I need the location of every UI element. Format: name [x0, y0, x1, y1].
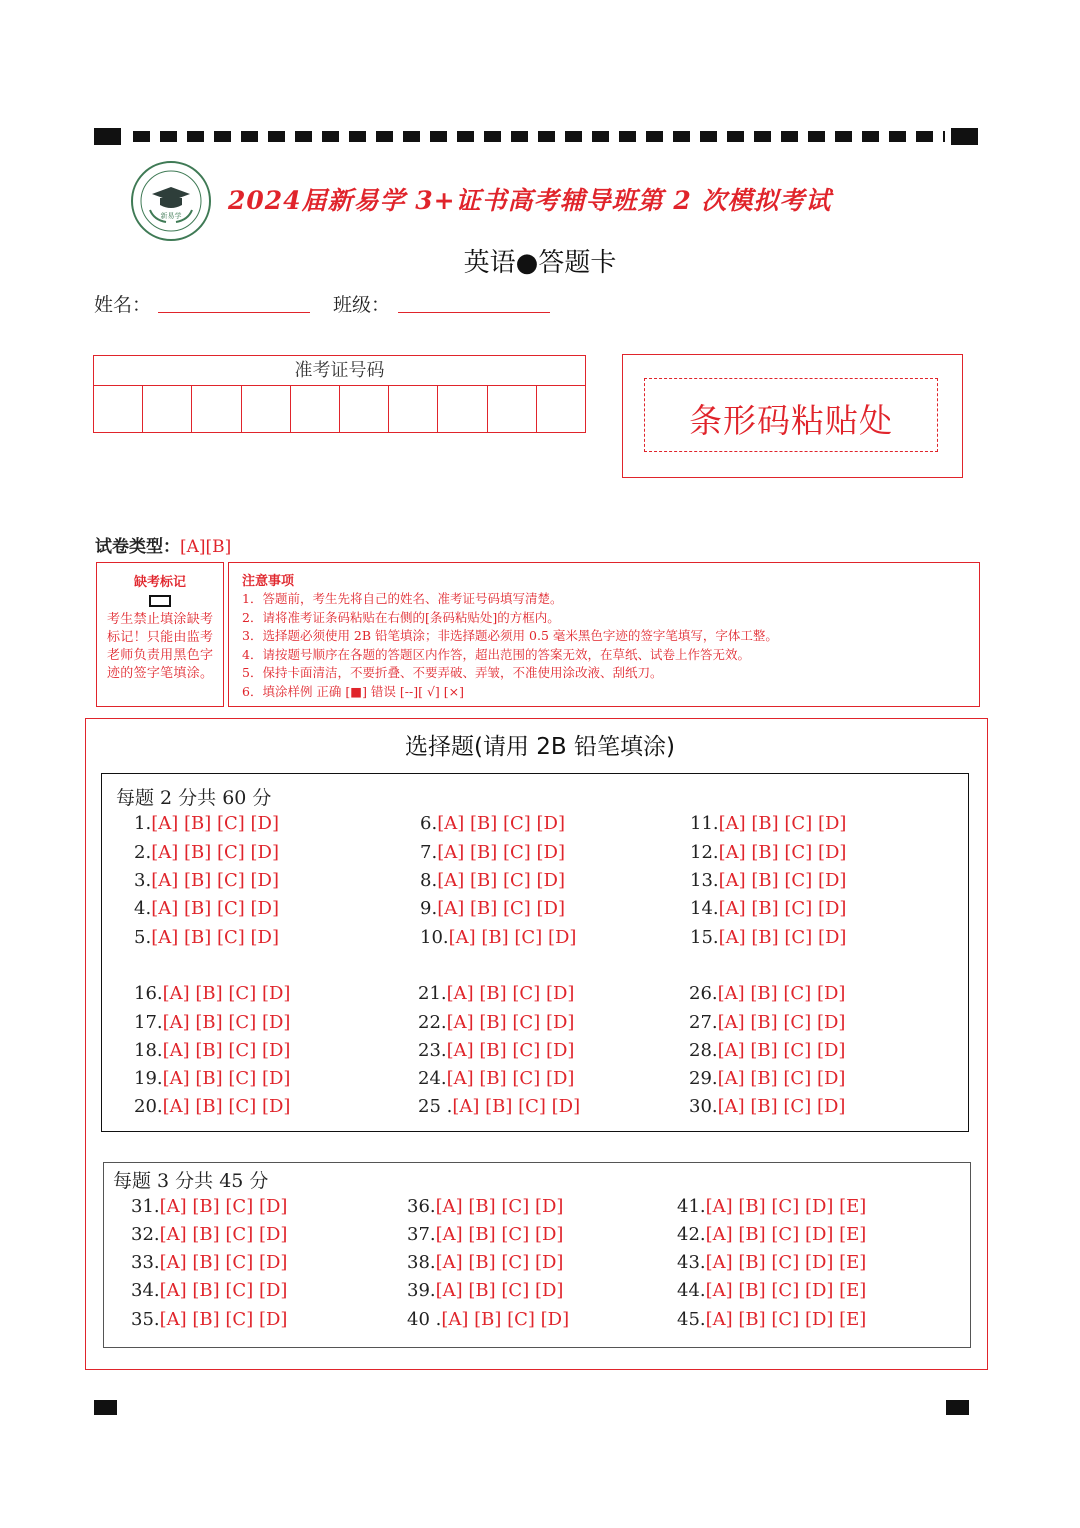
question-number: 32. [131, 1224, 160, 1245]
notice-line: 6．填涂样例 正确 [■] 错误 [--][ √] [×] [242, 683, 465, 699]
exam-id-box [93, 355, 586, 433]
exam-id-cell[interactable] [438, 386, 487, 433]
answer-options[interactable]: [A] [B] [C] [D] [E] [705, 1280, 867, 1301]
class-input-line[interactable] [398, 312, 550, 313]
question-row [689, 1012, 845, 1033]
question-row [407, 1196, 563, 1217]
answer-options[interactable]: [A] [B] [C] [D] [E] [705, 1224, 867, 1245]
answer-options[interactable]: [A] [B] [C] [D] [717, 1040, 846, 1061]
answer-options[interactable]: [A] [B] [C] [D] [441, 1309, 570, 1330]
question-row [131, 1309, 287, 1330]
question-row [689, 1096, 845, 1117]
timing-mark-bottom-left [94, 1400, 117, 1415]
answer-options[interactable]: [A] [B] [C] [D] [437, 813, 565, 834]
question-number: 24. [418, 1068, 447, 1089]
paper-type-options[interactable]: [A][B] [180, 537, 232, 557]
question-row [407, 1224, 563, 1245]
timing-mark-top-left [94, 128, 121, 145]
answer-options[interactable]: [A] [B] [C] [D] [162, 1012, 291, 1033]
question-row [418, 1040, 574, 1061]
exam-title: 2024届新易学 3+证书高考辅导班第 2 次模拟考试 [228, 186, 832, 215]
answer-options[interactable]: [A] [B] [C] [D] [151, 870, 279, 891]
question-row [677, 1309, 866, 1330]
notice-line: 2．请将准考证条码粘贴在右侧的[条码粘贴处]的方框内。 [242, 609, 560, 625]
answer-options[interactable]: [A] [B] [C] [D] [151, 898, 279, 919]
question-row [134, 983, 290, 1004]
question-number: 38. [407, 1252, 436, 1273]
question-number: 9. [420, 898, 438, 919]
question-number: 33. [131, 1252, 160, 1273]
question-number: 30. [689, 1096, 718, 1117]
question-row [134, 1068, 290, 1089]
question-number: 41. [677, 1196, 706, 1217]
question-number: 35. [131, 1309, 160, 1330]
question-number: 5. [134, 927, 152, 948]
question-row [420, 898, 565, 919]
answer-options[interactable]: [A] [B] [C] [D] [151, 813, 279, 834]
question-number: 2. [134, 842, 152, 863]
question-row [690, 898, 846, 919]
answer-options[interactable]: [A] [B] [C] [D] [718, 898, 847, 919]
notice-line: 1．答题前，考生先将自己的姓名、准考证号码填写清楚。 [242, 591, 563, 606]
question-number: 42. [677, 1224, 706, 1245]
answer-options[interactable]: [A] [B] [C] [D] [151, 927, 279, 948]
notice-box [228, 562, 980, 707]
answer-options[interactable]: [A] [B] [C] [D] [435, 1280, 564, 1301]
question-row [420, 813, 565, 834]
answer-options[interactable]: [A] [B] [C] [D] [718, 870, 847, 891]
answer-options[interactable]: [A] [B] [C] [D] [718, 927, 847, 948]
exam-id-cell[interactable] [389, 386, 438, 433]
paper-type-label: 试卷类型： [95, 537, 180, 557]
question-number: 14. [690, 898, 719, 919]
question-row [689, 1040, 845, 1061]
question-number: 10. [420, 927, 449, 948]
question-number: 1. [134, 813, 152, 834]
question-number: 45. [677, 1309, 706, 1330]
question-number: 29. [689, 1068, 718, 1089]
section-2-label: 每题 3 分共 45 分 [113, 1170, 269, 1192]
question-number: 27. [689, 1012, 718, 1033]
question-number: 26. [689, 983, 718, 1004]
question-row [420, 842, 565, 863]
question-row [134, 813, 279, 834]
notice-title: 注意事项 [242, 574, 295, 589]
notice-line: 5．保持卡面清洁，不要折叠、不要弄破、弄皱，不准使用涂改液、刮纸刀。 [242, 665, 663, 680]
question-number: 31. [131, 1196, 160, 1217]
timing-dash-strip [133, 131, 945, 142]
question-row [407, 1309, 569, 1330]
answer-options[interactable]: [A] [B] [C] [D] [435, 1252, 564, 1273]
answer-options[interactable]: [A] [B] [C] [D] [437, 842, 565, 863]
question-row [677, 1196, 866, 1217]
timing-mark-top-right [951, 128, 978, 145]
question-number: 20. [134, 1096, 163, 1117]
question-row [689, 1068, 845, 1089]
question-row [690, 842, 846, 863]
absent-mark-box [96, 562, 224, 707]
question-number: 3. [134, 870, 152, 891]
answer-options[interactable]: [A] [B] [C] [D] [452, 1096, 581, 1117]
question-row [131, 1196, 287, 1217]
answer-options[interactable]: [A] [B] [C] [D] [151, 842, 279, 863]
question-row [420, 870, 565, 891]
exam-id-cell[interactable] [242, 386, 291, 433]
exam-id-label: 准考证号码 [94, 356, 585, 386]
question-number: 28. [689, 1040, 718, 1061]
answer-options[interactable]: [A] [B] [C] [D] [446, 1040, 575, 1061]
question-row [418, 983, 574, 1004]
question-number: 39. [407, 1280, 436, 1301]
answer-options[interactable]: [A] [B] [C] [D] [446, 1012, 575, 1033]
question-number: 21. [418, 983, 447, 1004]
class-label: 班级： [333, 294, 391, 316]
question-row [134, 842, 279, 863]
question-number: 8. [420, 870, 438, 891]
question-row [677, 1224, 866, 1245]
question-number: 11. [690, 813, 719, 834]
answer-options[interactable]: [A] [B] [C] [D] [159, 1196, 288, 1217]
logo-text: 新易学 [160, 212, 182, 220]
question-number: 18. [134, 1040, 163, 1061]
question-row [677, 1280, 866, 1301]
answer-options[interactable]: [A] [B] [C] [D] [446, 983, 575, 1004]
question-number: 44. [677, 1280, 706, 1301]
answer-options[interactable]: [A] [B] [C] [D] [437, 870, 565, 891]
answer-options[interactable]: [A] [B] [C] [D] [718, 813, 847, 834]
barcode-area [622, 354, 963, 478]
absent-mark-text: 考生禁止填涂缺考标记！只能由监考老师负责用黑色字迹的签字笔填涂。 [107, 612, 213, 681]
question-number: 19. [134, 1068, 163, 1089]
answer-options[interactable]: [A] [B] [C] [D] [718, 842, 847, 863]
multiple-choice-title: 选择题(请用 2B 铅笔填涂) [405, 734, 675, 760]
question-row [134, 870, 279, 891]
answer-options[interactable]: [A] [B] [C] [D] [717, 1096, 846, 1117]
answer-options[interactable]: [A] [B] [C] [D] [435, 1224, 564, 1245]
question-row [677, 1252, 866, 1273]
answer-options[interactable]: [A] [B] [C] [D] [162, 1040, 291, 1061]
question-row [131, 1252, 287, 1273]
question-row [407, 1252, 563, 1273]
question-row [418, 1012, 574, 1033]
exam-id-cell[interactable] [192, 386, 241, 433]
question-row [689, 983, 845, 1004]
question-row [690, 813, 846, 834]
question-number: 43. [677, 1252, 706, 1273]
answer-options[interactable]: [A] [B] [C] [D] [159, 1252, 288, 1273]
notice-line: 3．选择题必须使用 2B 铅笔填涂；非选择题必须用 0.5 毫米黑色字迹的签字笔填写，字体工整。 [242, 628, 778, 643]
barcode-dashed-frame [644, 378, 938, 452]
question-row [690, 927, 846, 948]
exam-id-cell[interactable] [94, 386, 143, 433]
question-row [134, 1096, 290, 1117]
question-number: 25 . [418, 1096, 453, 1117]
absent-mark-title: 缺考标记 [133, 575, 186, 590]
absent-mark-checkbox[interactable] [149, 595, 171, 607]
question-number: 23. [418, 1040, 447, 1061]
question-number: 4. [134, 898, 152, 919]
timing-mark-bottom-right [946, 1400, 969, 1415]
question-number: 22. [418, 1012, 447, 1033]
exam-id-cell[interactable] [143, 386, 192, 433]
answer-options[interactable]: [A] [B] [C] [D] [162, 983, 291, 1004]
answer-options[interactable]: [A] [B] [C] [D] [162, 1096, 291, 1117]
question-number: 7. [420, 842, 438, 863]
paper-type [95, 532, 231, 557]
question-row [131, 1224, 287, 1245]
question-row [134, 927, 279, 948]
question-number: 37. [407, 1224, 436, 1245]
answer-options[interactable]: [A] [B] [C] [D] [E] [705, 1252, 867, 1273]
question-row [420, 927, 576, 948]
question-row [690, 870, 846, 891]
answer-options[interactable]: [A] [B] [C] [D] [717, 983, 846, 1004]
question-row [407, 1280, 563, 1301]
question-number: 17. [134, 1012, 163, 1033]
answer-options[interactable]: [A] [B] [C] [D] [435, 1196, 564, 1217]
answer-options[interactable]: [A] [B] [C] [D] [446, 1068, 575, 1089]
section-1-label: 每题 2 分共 60 分 [116, 787, 272, 809]
exam-id-cell[interactable] [291, 386, 340, 433]
question-row [131, 1280, 287, 1301]
answer-options[interactable]: [A] [B] [C] [D] [159, 1224, 288, 1245]
card-subtitle: 英语●答题卡 [463, 248, 617, 278]
answer-options[interactable]: [A] [B] [C] [D] [159, 1280, 288, 1301]
question-row [134, 898, 279, 919]
answer-options[interactable]: [A] [B] [C] [D] [E] [705, 1309, 867, 1330]
name-label: 姓名： [94, 294, 152, 316]
answer-options[interactable]: [A] [B] [C] [D] [717, 1012, 846, 1033]
answer-options[interactable]: [A] [B] [C] [D] [162, 1068, 291, 1089]
answer-options[interactable]: [A] [B] [C] [D] [717, 1068, 846, 1089]
question-number: 34. [131, 1280, 160, 1301]
question-number: 36. [407, 1196, 436, 1217]
question-row [134, 1012, 290, 1033]
exam-id-cell[interactable] [488, 386, 537, 433]
school-logo-icon [130, 160, 212, 242]
question-number: 16. [134, 983, 163, 1004]
barcode-label: 条形码粘贴处 [689, 401, 893, 440]
question-number: 15. [690, 927, 719, 948]
question-row [418, 1068, 574, 1089]
exam-id-cells[interactable] [94, 386, 585, 433]
question-number: 12. [690, 842, 719, 863]
notice-line: 4．请按题号顺序在各题的答题区内作答，超出范围的答案无效，在草纸、试卷上作答无效。 [242, 646, 750, 662]
question-number: 6. [420, 813, 438, 834]
answer-options[interactable]: [A] [B] [C] [D] [159, 1309, 288, 1330]
question-number: 40 . [407, 1309, 442, 1330]
answer-options[interactable]: [A] [B] [C] [D] [448, 927, 577, 948]
exam-id-cell[interactable] [537, 386, 585, 433]
exam-id-cell[interactable] [340, 386, 389, 433]
question-number: 13. [690, 870, 719, 891]
answer-options[interactable]: [A] [B] [C] [D] [437, 898, 565, 919]
question-row [418, 1096, 580, 1117]
name-input-line[interactable] [158, 312, 310, 313]
answer-options[interactable]: [A] [B] [C] [D] [E] [705, 1196, 867, 1217]
question-row [134, 1040, 290, 1061]
